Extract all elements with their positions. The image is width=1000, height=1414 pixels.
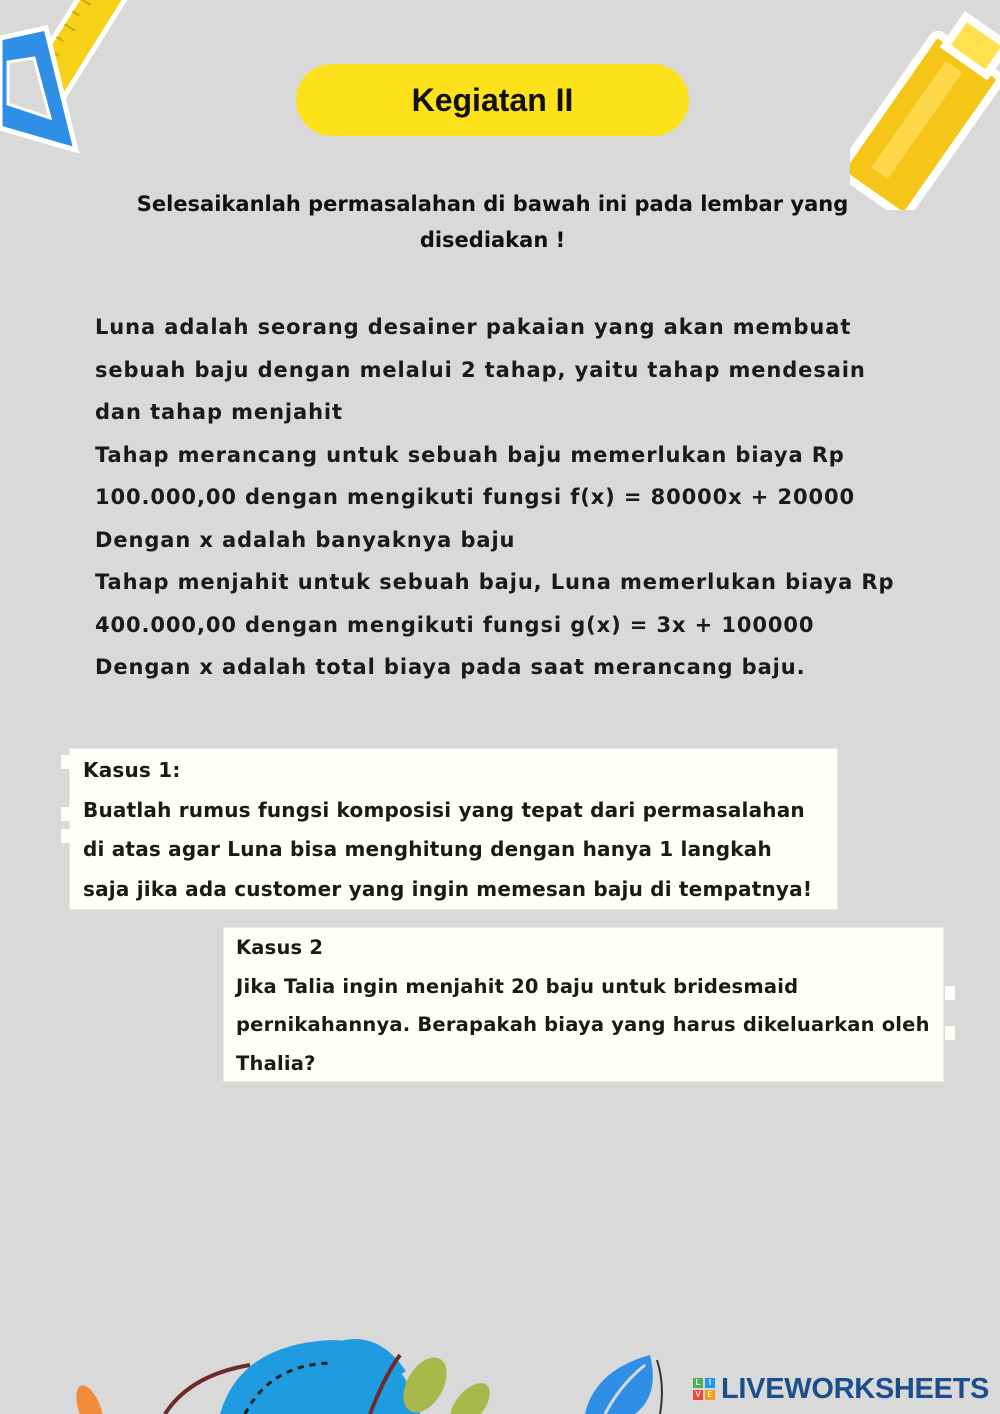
case-1-card xyxy=(70,749,837,909)
logo-letter: I xyxy=(705,1378,715,1388)
card-tab xyxy=(61,807,71,821)
logo-letter: V xyxy=(693,1390,703,1400)
instruction-line: disediakan ! xyxy=(419,228,566,252)
case-2-line: Jika Talia ingin menjahit 20 baju untuk bridesmaid xyxy=(236,974,799,998)
instruction-line: Selesaikanlah permasalahan di bawah ini pada lembar yang xyxy=(136,192,849,216)
problem-statement xyxy=(95,306,925,689)
case-2-card xyxy=(224,928,943,1081)
problem-line: Dengan x adalah banyaknya baju xyxy=(95,527,516,552)
watering-can-icon xyxy=(70,1335,490,1414)
brand-name: LIVEWORKSHEETS xyxy=(721,1372,990,1405)
logo-letter: E xyxy=(705,1390,715,1400)
case-2-line: Thalia? xyxy=(236,1051,316,1075)
case-1-line: Buatlah rumus fungsi komposisi yang tepat dari permasalahan xyxy=(83,797,805,822)
case-2-heading: Kasus 2 xyxy=(236,936,324,959)
card-tab xyxy=(945,1026,955,1040)
page-title: Kegiatan II xyxy=(296,64,689,136)
card-tab xyxy=(61,829,71,843)
case-2-line: pernikahannya. Berapakah biaya yang harus dikeluarkan oleh xyxy=(236,1013,930,1036)
problem-line: dan tahap menjahit xyxy=(95,400,343,424)
problem-line: 100.000,00 dengan mengikuti fungsi f(x) = 80000x + 20000 xyxy=(95,485,856,509)
problem-line: Luna adalah seorang desainer pakaian yang akan membuat xyxy=(95,315,852,339)
problem-line: Tahap merancang untuk sebuah baju memerlukan biaya Rp xyxy=(95,442,845,467)
card-tab xyxy=(945,986,955,1000)
liveworksheets-logo xyxy=(693,1372,989,1406)
problem-line: Dengan x adalah total biaya pada saat merancang baju. xyxy=(95,655,806,679)
case-1-heading: Kasus 1: xyxy=(83,758,181,782)
ruler-triangle-icon xyxy=(0,0,150,170)
card-tab xyxy=(61,755,71,769)
logo-letter: L xyxy=(693,1378,703,1388)
problem-line: Tahap menjahit untuk sebuah baju, Luna memerlukan biaya Rp xyxy=(95,570,895,594)
case-1-line: di atas agar Luna bisa menghitung dengan hanya 1 langkah xyxy=(83,837,772,861)
problem-line: sebuah baju dengan melalui 2 tahap, yaitu tahap mendesain xyxy=(95,357,866,382)
problem-line: 400.000,00 dengan mengikuti fungsi g(x) = 3x + 100000 xyxy=(95,612,815,637)
case-1-line: saja jika ada customer yang ingin memesan baju di tempatnya! xyxy=(83,876,813,901)
highlighter-icon xyxy=(850,10,1000,210)
leaf-icon xyxy=(565,1355,675,1414)
instruction-text xyxy=(100,186,885,258)
logo-mark-icon xyxy=(693,1378,715,1400)
